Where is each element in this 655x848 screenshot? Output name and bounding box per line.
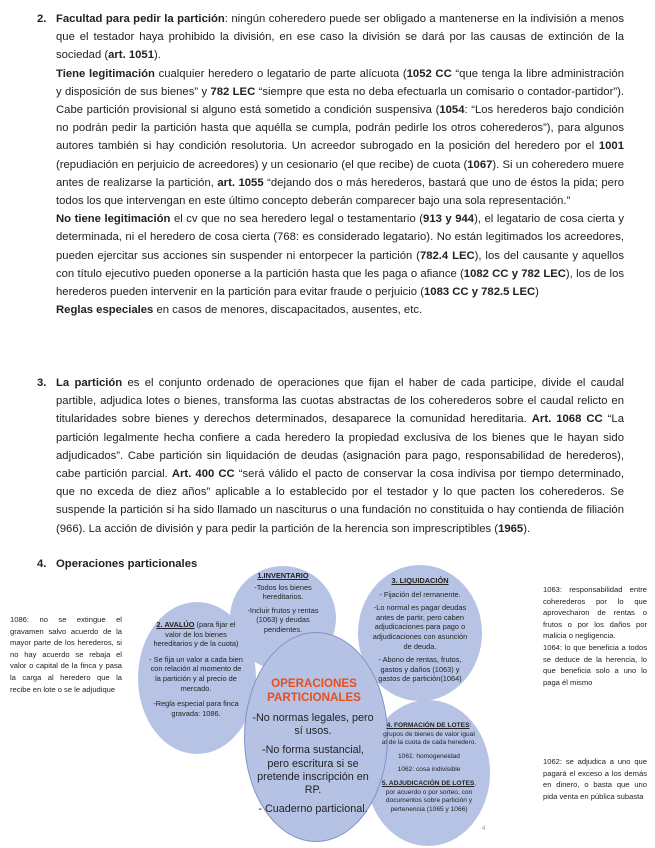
- text-run: “La partición legalmente hecha confiere a cada heredero la propiedad exclusiva de los bienes que le hayan sido adjudicados”. Cabe partición sin liquidación de deudas (asignación para pago, responsabilidad de herederos), cabe partición parcial.: [56, 413, 624, 481]
- text-run: cualquier heredero o legatario de parte alícuota (: [154, 67, 407, 80]
- bold-run: Operaciones particionales: [56, 558, 198, 570]
- center-title: [258, 677, 370, 705]
- bold-run: 1052 CC: [406, 67, 452, 80]
- adjudicacion-text: , por acuerdo o por sorteo, con documentos sobre partición y pertenencia (1065 y 1066): [385, 779, 477, 813]
- side-note-1062: 1062: se adjudica a uno que pagará el exceso a los demás en dinero, o basta que uno pida venta en pública subasta: [543, 757, 647, 801]
- text-run: “que tenga la libre administración y disposición de sus bienes” y: [56, 67, 624, 98]
- liquidacion-line: - Abono de rentas, frutos, gastos y daños (1063) y gastos de partición(1064): [378, 655, 462, 684]
- bold-run: 1054: [439, 104, 465, 117]
- lotes-line: 1062: cosa indivisible: [397, 766, 461, 774]
- avaluo-line: - Se fija un valor a cada bien con relación al momento de la partición y al precio de mercado.: [149, 654, 243, 693]
- bold-run: Facultad para pedir la partición: [56, 13, 225, 25]
- side-note-1064: 1064: lo que beneficia a todos se deduce de la herencia, lo que beneficia solo a uno lo paga él mismo: [543, 643, 647, 687]
- inventario-line: -Incluir frutos y rentas (1063) y deudas pendientes.: [247, 605, 319, 634]
- text-run: ), los de los herederos pueden intervenir en la partición para evitar fraude o perjuicio (: [56, 267, 624, 299]
- bold-run: Reglas especiales: [56, 304, 154, 317]
- liquidacion-title: 3. LIQUIDACIÓN: [391, 576, 449, 585]
- lotes-line: 1061: homogeneidad: [398, 752, 460, 760]
- list-item-3: [37, 374, 625, 538]
- side-note-1063: 1063: responsabilidad entre coherederos por lo que aprovecharon de rentas o frutos o por los daños por malicia o negligencia.: [543, 585, 647, 641]
- avaluo-line: -Regla especial para finca gravada: 1086.: [153, 699, 239, 718]
- adjudicacion-title: 5. ADJUDICACIÓN DE LOTES: [381, 779, 475, 787]
- text-run: “dejando dos o más herederos, bastará que uno de éstos la pida; pero todos los que intervengan en este último concepto deberán comparecer bajo una sola representación.”: [56, 176, 624, 208]
- lotes-title-rest: : grupos de bienes de valor igual al de la cuota de cada heredero.: [381, 722, 477, 747]
- inventario-title: 1.INVENTARIO: [257, 571, 309, 580]
- text-run: ).: [153, 49, 161, 62]
- avaluo-title-rest: (para fijar el valor de los bienes hereditarios y de la cuota): [153, 620, 239, 649]
- center-line: -No forma sustancial, pero escritura si se pretende inscripción en RP.: [257, 744, 369, 797]
- bold-run: 1083 CC y 782.5 LEC: [424, 286, 536, 299]
- lotes-title: 4. FORMACIÓN DE LOTES: [386, 722, 470, 729]
- side-note-1086: 1086: no se extingue el gravamen salvo acuerdo de la mayor parte de los herederos, si no hay acuerdo se rebaja el valor o capital de la finca y pasa la carga al heredero que la recibe en lote o se le adjudique: [10, 615, 122, 694]
- bold-run: Art. 1068 CC: [531, 413, 603, 426]
- liquidacion-line: -Lo normal es pagar deudas antes de partir, pero caben adjudicaciones para pago o adjudicaciones con asunción de deuda.: [372, 603, 468, 651]
- bold-run: La partición: [56, 377, 123, 389]
- text-run: ), el legatario de cosa cierta y determinada, ni el heredero de cosa cierta (768: es considerado legatario). No están legitimados los acreedores, pueden ejercitar sus acciones sin suspender ni entorpecer la partición (: [56, 213, 624, 262]
- text-run: : ningún coheredero puede ser obligado a mantenerse en la indivisión a menos que el testador haya prohibido la división, en ese caso la división se dará por las causas de extinción de la sociedad (: [56, 13, 624, 62]
- bold-run: No tiene legitimación: [56, 213, 171, 226]
- avaluo-text: [148, 620, 244, 718]
- text-run: : “Los herederos bajo condición no podrán pedir la partición hasta que aquélla se cumpla, podrán pedirle los otros coherederos”), para algunos autores también si hay condición resolutoria. Un acreedor subrogado en la posición del heredero por el: [56, 104, 624, 153]
- center-body: [252, 712, 374, 822]
- bold-run: 1082 CC y 782 LEC: [463, 267, 566, 280]
- text-run: ). Si un coheredero muere antes de realizarse la partición,: [56, 158, 624, 189]
- center-line: - Cuaderno particional.: [258, 803, 368, 816]
- inventario-line: -Todos los bienes hereditarios.: [254, 582, 312, 602]
- text-run: “será válido el pacto de conservar la cosa indivisa por tiempo determinado, que no exceda de diez años” aplicable a lo establecido por el testador y lo que pacten los coherederos. Se suspende la partición si ha sido llamado un nasciturus o una fundación no constituida o hay contienda de filiación (966). La acción de división y para pedir la partición de la herencia son imprescriptibles (: [56, 468, 625, 535]
- list-item-2: [37, 10, 625, 319]
- bold-run: Art. 400 CC: [171, 468, 235, 481]
- paragraph-reglas-especiales: [56, 301, 624, 319]
- list-item-4: [37, 555, 624, 573]
- text-run: en casos de menores, discapacitados, ausentes, etc.: [153, 304, 423, 317]
- text-run: “siempre que esta no deba efectuarla un comisario o contador-partidor”). Cabe partición provisional si alguno está sometido a condición suspensiva (: [56, 85, 625, 117]
- lotes-text: [380, 722, 478, 814]
- paragraph-no-tiene-legitimacion: [56, 210, 624, 301]
- bold-run: 1001: [598, 140, 624, 153]
- bold-run: 1067: [467, 158, 493, 171]
- text-run: (repudiación en perjuicio de acreedores) y un cesionario (el que recibe) de cuota (: [56, 158, 468, 171]
- avaluo-title: 2. AVALÚO: [156, 620, 195, 629]
- bold-run: art. 1051: [108, 49, 154, 62]
- section-heading-operaciones: [56, 555, 624, 573]
- text-run: ), los del causante y aquellos con título ejecutivo pueden oponerse a la partición hasta que les paga o afiance (: [56, 249, 624, 280]
- liquidacion-line: - Fijación del remanente.: [379, 589, 461, 599]
- list-number: 2.: [37, 13, 47, 25]
- list-number: 3.: [37, 377, 47, 389]
- text-run: ).: [523, 522, 531, 535]
- list-number: 4.: [37, 558, 47, 570]
- text-run: ): [535, 286, 539, 299]
- inventario-text: [245, 571, 321, 635]
- center-line: -No normas legales, pero sí usos.: [252, 712, 374, 738]
- bold-run: 1965: [498, 522, 524, 535]
- bold-run: Tiene legitimación: [56, 67, 155, 80]
- liquidacion-text: [370, 576, 470, 684]
- text-run: es el conjunto ordenado de operaciones que fijan el haber de cada participe, divide el caudal partible, adjudica lotes o bienes, transforma las cuotas abstractas de los coherederos sobre el caudal relicto en titularidades sobre bienes y derechos determinados, desaparece la comunidad hereditaria.: [56, 377, 624, 426]
- center-title-line: PARTICIONALES: [267, 691, 361, 704]
- center-title-line: OPERACIONES: [271, 677, 357, 690]
- text-run: el cv que no sea heredero legal o testamentario (: [170, 213, 424, 226]
- bold-run: art. 1055: [217, 176, 264, 189]
- paragraph-facultad: [56, 10, 624, 65]
- bold-run: 782 LEC: [210, 85, 256, 98]
- paragraph-tiene-legitimacion: [56, 65, 624, 211]
- paragraph-particion: [56, 374, 624, 538]
- bold-run: 913 y 944: [423, 213, 475, 226]
- bold-run: 782.4 LEC: [419, 249, 475, 262]
- page-mark: 4: [482, 826, 486, 832]
